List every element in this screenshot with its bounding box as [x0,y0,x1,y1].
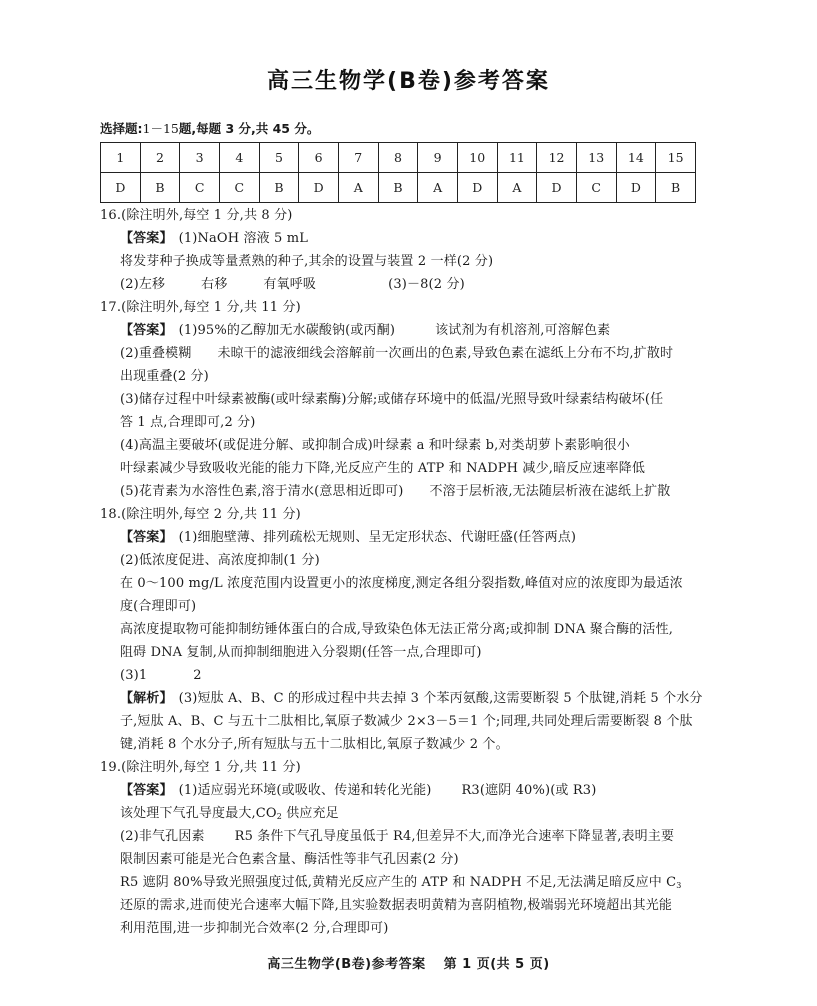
q17-part5a: (5)花青素为水溶性色素,溶于清水(意思相近即可) [120,484,404,499]
co2-subscript: 2 [276,812,282,821]
choice-range: 1－15 [142,121,179,136]
answer-cell: D [101,173,141,203]
q19-answer-line-6: 还原的需求,进而使光合速率大幅下降,且实验数据表明黄精为喜阴植物,极端弱光环境超出其光能 [120,898,672,913]
q18-part3b: 2 [193,668,202,683]
question-number-cell: 5 [259,143,299,173]
q18-analysis-line-2: 子,短肽 A、B、C 与五十二肽相比,氧原子数减少 2×3－5＝1 个;同理,共同处理后需要断裂 8 个肽 [120,714,693,729]
q17-heading: 17.(除注明外,每空 1 分,共 11 分) [100,300,301,315]
question-number-cell: 15 [656,143,696,173]
answer-table [100,142,696,203]
q19-answer-line-3 [120,828,674,846]
answer-row [101,173,696,203]
q19-answer-line-5 [120,874,682,895]
q19-part1c: 该处理下气孔导度最大,CO [120,806,277,821]
answer-cell: D [299,173,339,203]
question-number-cell: 7 [338,143,378,173]
q19-answer-line-4: 限制因素可能是光合色素含量、酶活性等非气孔因素(2 分) [120,852,459,867]
page-footer [0,953,817,972]
question-number-cell: 10 [457,143,497,173]
page-title: 高三生物学(B卷)参考答案 [267,69,550,94]
q18-answer-line-7 [120,667,202,685]
q17-answer-line-5: 答 1 点,合理即可,2 分) [120,415,256,430]
question-number-cell: 13 [576,143,616,173]
q19-answer-line-7: 利用范围,进一步抑制光合效率(2 分,合理即可) [120,921,389,936]
q18-part3a: (3)1 [120,668,148,683]
answer-cell: C [576,173,616,203]
answer-cell: B [656,173,696,203]
q19-part2a: (2)非气孔因素 [120,829,205,844]
q19-answer-line-1 [120,782,596,800]
analysis-tag: 【解析】 [120,691,173,706]
q17-answer-line-7: 叶绿素减少导致吸收光能的能力下降,光反应产生的 ATP 和 NADPH 减少,暗反应速率降低 [120,461,646,476]
answer-cell: B [140,173,180,203]
q16-part2a: (2)左移 [120,277,166,292]
question-number-cell: 12 [537,143,577,173]
q18-answer-line-6: 阻碍 DNA 复制,从而抑制细胞进入分裂期(任答一点,合理即可) [120,645,482,660]
q16-answer-line-1 [120,230,308,248]
q18-answer-line-5: 高浓度提取物可能抑制纺锤体蛋白的合成,导致染色体无法正常分离;或抑制 DNA 聚合酶的活性, [120,622,673,637]
answer-tag: 【答案】 [120,323,173,338]
q19-part2c: R5 遮阴 80%导致光照强度过低,黄精光反应产生的 ATP 和 NADPH 不足,无法满足暗反应中 C [120,875,677,890]
question-number-cell: 2 [140,143,180,173]
q18-analysis-line-1 [120,690,703,708]
c3-subscript: 3 [676,881,682,890]
q18-analysis-line-3: 键,消耗 8 个水分子,所有短肽与五十二肽相比,氧原子数减少 2 个。 [120,737,509,752]
answer-cell: B [378,173,418,203]
q17-part2a: (2)重叠模糊 [120,346,192,361]
q16-answer-line-3 [120,276,465,294]
question-number-cell: 8 [378,143,418,173]
answer-tag: 【答案】 [120,231,173,246]
question-number-cell: 9 [418,143,458,173]
answer-cell: A [497,173,537,203]
q16-part3: (3)－8(2 分) [388,277,465,292]
q19-part1d: 供应充足 [281,806,339,821]
choice-heading-label: 选择题: [100,121,143,136]
footer-title: 高三生物学(B卷)参考答案 [267,957,426,972]
q18-analysis-1: (3)短肽 A、B、C 的形成过程中共去掉 3 个苯丙氨酸,这需要断裂 5 个肽键,消耗 5 个水分 [178,691,703,706]
q17-part5b: 不溶于层析液,无法随层析液在滤纸上扩散 [429,484,671,499]
q19-part1b: R3(遮阴 40%)(或 R3) [461,783,597,798]
q16-part2b: 右移 [201,277,228,292]
q17-answer-line-6: (4)高温主要破坏(或促进分解、或抑制合成)叶绿素 a 和叶绿素 b,对类胡萝卜素影响很小 [120,438,630,453]
q17-answer-line-1 [120,322,610,340]
q17-part1b: 该试剂为有机溶剂,可溶解色素 [435,323,611,338]
answer-tag: 【答案】 [120,783,173,798]
q17-part2b: 未晾干的滤液细线会溶解前一次画出的色素,导致色素在滤纸上分布不均,扩散时 [217,346,674,361]
answer-cell: D [616,173,656,203]
answer-cell: D [457,173,497,203]
choice-detail: 题,每题 3 分,共 45 分。 [178,121,320,136]
answer-cell: C [219,173,259,203]
q19-part2b: R5 条件下气孔导度虽低于 R4,但差异不大,而净光合速率下降显著,表明主要 [234,829,675,844]
q16-part2c: 有氧呼吸 [263,277,317,292]
question-number-cell: 4 [219,143,259,173]
q17-answer-line-4: (3)储存过程中叶绿素被酶(或叶绿素酶)分解;或储存环境中的低温/光照导致叶绿素结构破坏(任 [120,392,664,407]
answer-tag: 【答案】 [120,530,173,545]
q19-part1a: (1)适应弱光环境(或吸收、传递和转化光能) [178,783,432,798]
question-number-row [101,143,696,173]
answer-cell: A [338,173,378,203]
q17-answer-line-2 [120,345,673,363]
q17-answer-line-8 [120,483,670,501]
q18-part1: (1)细胞壁薄、排列疏松无规则、呈无定形状态、代谢旺盛(任答两点) [178,530,577,545]
question-number-cell: 14 [616,143,656,173]
answer-cell: D [537,173,577,203]
answer-cell: B [259,173,299,203]
q16-heading: 16.(除注明外,每空 1 分,共 8 分) [100,208,293,223]
question-number-cell: 1 [101,143,141,173]
q18-answer-line-4: 度(合理即可) [120,599,197,614]
q17-answer-line-3: 出现重叠(2 分) [120,369,209,384]
q18-heading: 18.(除注明外,每空 2 分,共 11 分) [100,507,301,522]
page-number: 第 1 页(共 5 页) [443,957,550,972]
q18-answer-line-1 [120,529,576,547]
q18-answer-line-3: 在 0～100 mg/L 浓度范围内设置更小的浓度梯度,测定各组分裂指数,峰值对应的浓度即为最适浓 [120,576,683,591]
q17-part1a: (1)95%的乙醇加无水碳酸钠(或丙酮) [178,323,396,338]
q19-answer-line-2 [120,805,339,826]
answer-cell: A [418,173,458,203]
question-number-cell: 6 [299,143,339,173]
q18-answer-line-2: (2)低浓度促进、高浓度抑制(1 分) [120,553,320,568]
question-number-cell: 3 [180,143,220,173]
answer-cell: C [180,173,220,203]
q19-heading: 19.(除注明外,每空 1 分,共 11 分) [100,760,301,775]
q16-part1: (1)NaOH 溶液 5 mL [178,231,309,246]
choice-section-heading [100,119,319,137]
q16-answer-line-2: 将发芽种子换成等量煮熟的种子,其余的设置与装置 2 一样(2 分) [120,254,494,269]
question-number-cell: 11 [497,143,537,173]
